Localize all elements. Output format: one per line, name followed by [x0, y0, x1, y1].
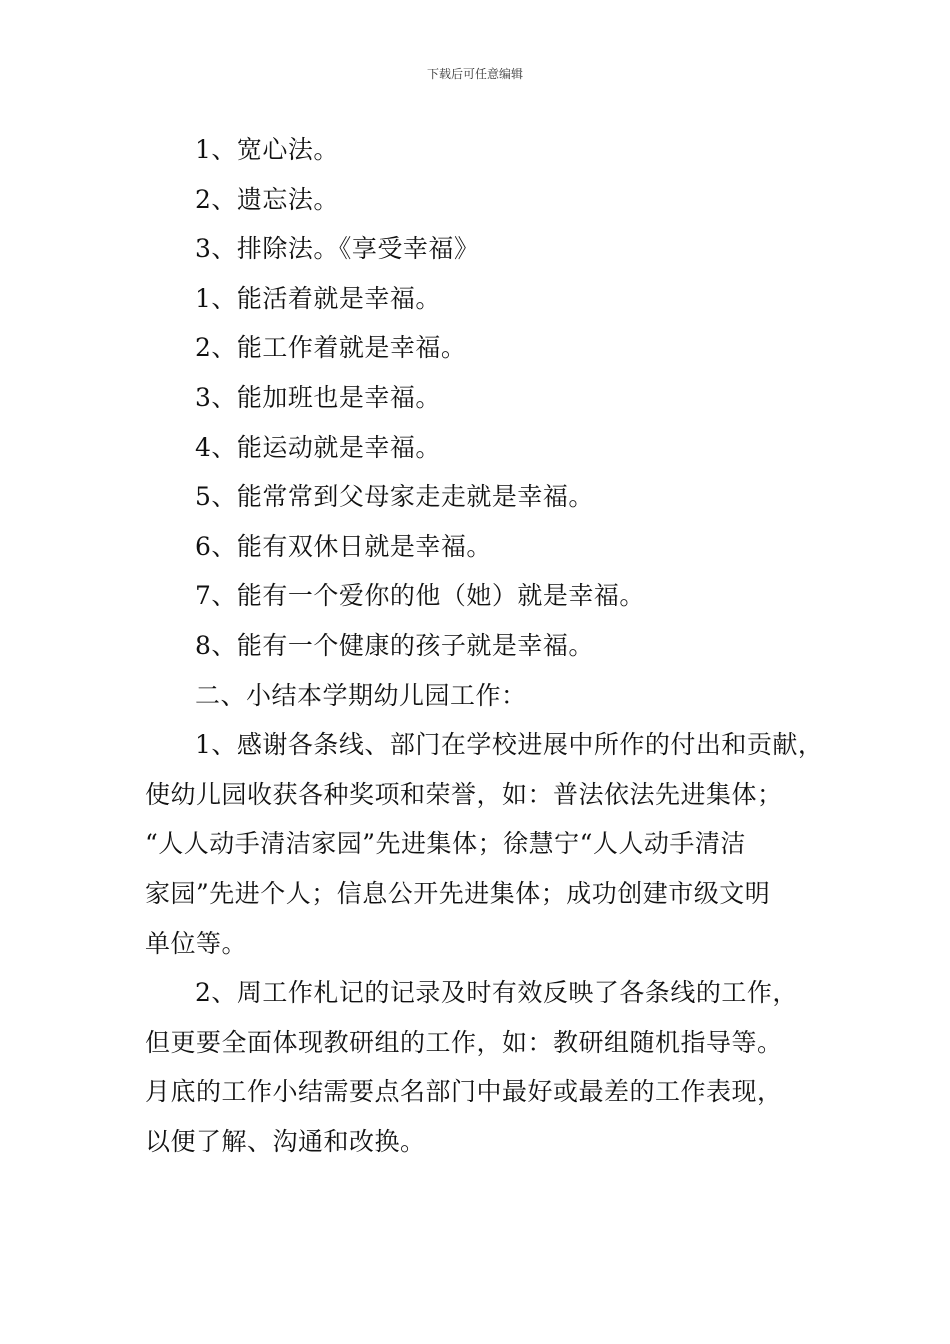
text-line: 以便了解、沟通和改换。	[145, 1126, 426, 1156]
text-line: 1、能活着就是幸福。	[195, 283, 441, 313]
text-line: 2、能工作着就是幸福。	[195, 333, 467, 363]
text-line: 6、能有双休日就是幸福。	[195, 531, 492, 561]
text-line: 3、排除法。《享受幸福》	[195, 234, 480, 264]
text-line: 单位等。	[145, 928, 248, 958]
document-body	[145, 125, 835, 1166]
text-line: 1、感谢各条线、部门在学校进展中所作的付出和贡献，	[195, 730, 824, 760]
text-line: 8、能有一个健康的孩子就是幸福。	[195, 630, 594, 660]
text-line: 5、能常常到父母家走走就是幸福。	[195, 482, 594, 512]
text-line: 7、能有一个爱你的他（她）就是幸福。	[195, 581, 645, 611]
text-line: 4、能运动就是幸福。	[195, 432, 441, 462]
text-line: 但更要全面体现教研组的工作，如：教研组随机指导等。	[145, 1027, 783, 1057]
text-line: 1、宽心法。	[195, 135, 339, 164]
text-line: 月底的工作小结需要点名部门中最好或最差的工作表现，	[145, 1077, 783, 1107]
text-line: 2、遗忘法。	[195, 184, 339, 214]
text-line: 2、周工作札记的记录及时有效反映了各条线的工作，	[195, 978, 798, 1008]
text-line: “人人动手清洁家园”先进集体；徐慧宁“人人动手清洁	[145, 829, 746, 859]
text-line: 家园”先进个人；信息公开先进集体；成功创建市级文明	[145, 878, 771, 908]
section-heading: 二、小结本学期幼儿园工作：	[195, 680, 527, 710]
text-line: 3、能加班也是幸福。	[195, 382, 441, 412]
page-header-note: 下载后可任意编辑	[426, 67, 523, 81]
text-line: 使幼儿园收获各种奖项和荣誉，如：普法依法先进集体；	[145, 779, 783, 809]
